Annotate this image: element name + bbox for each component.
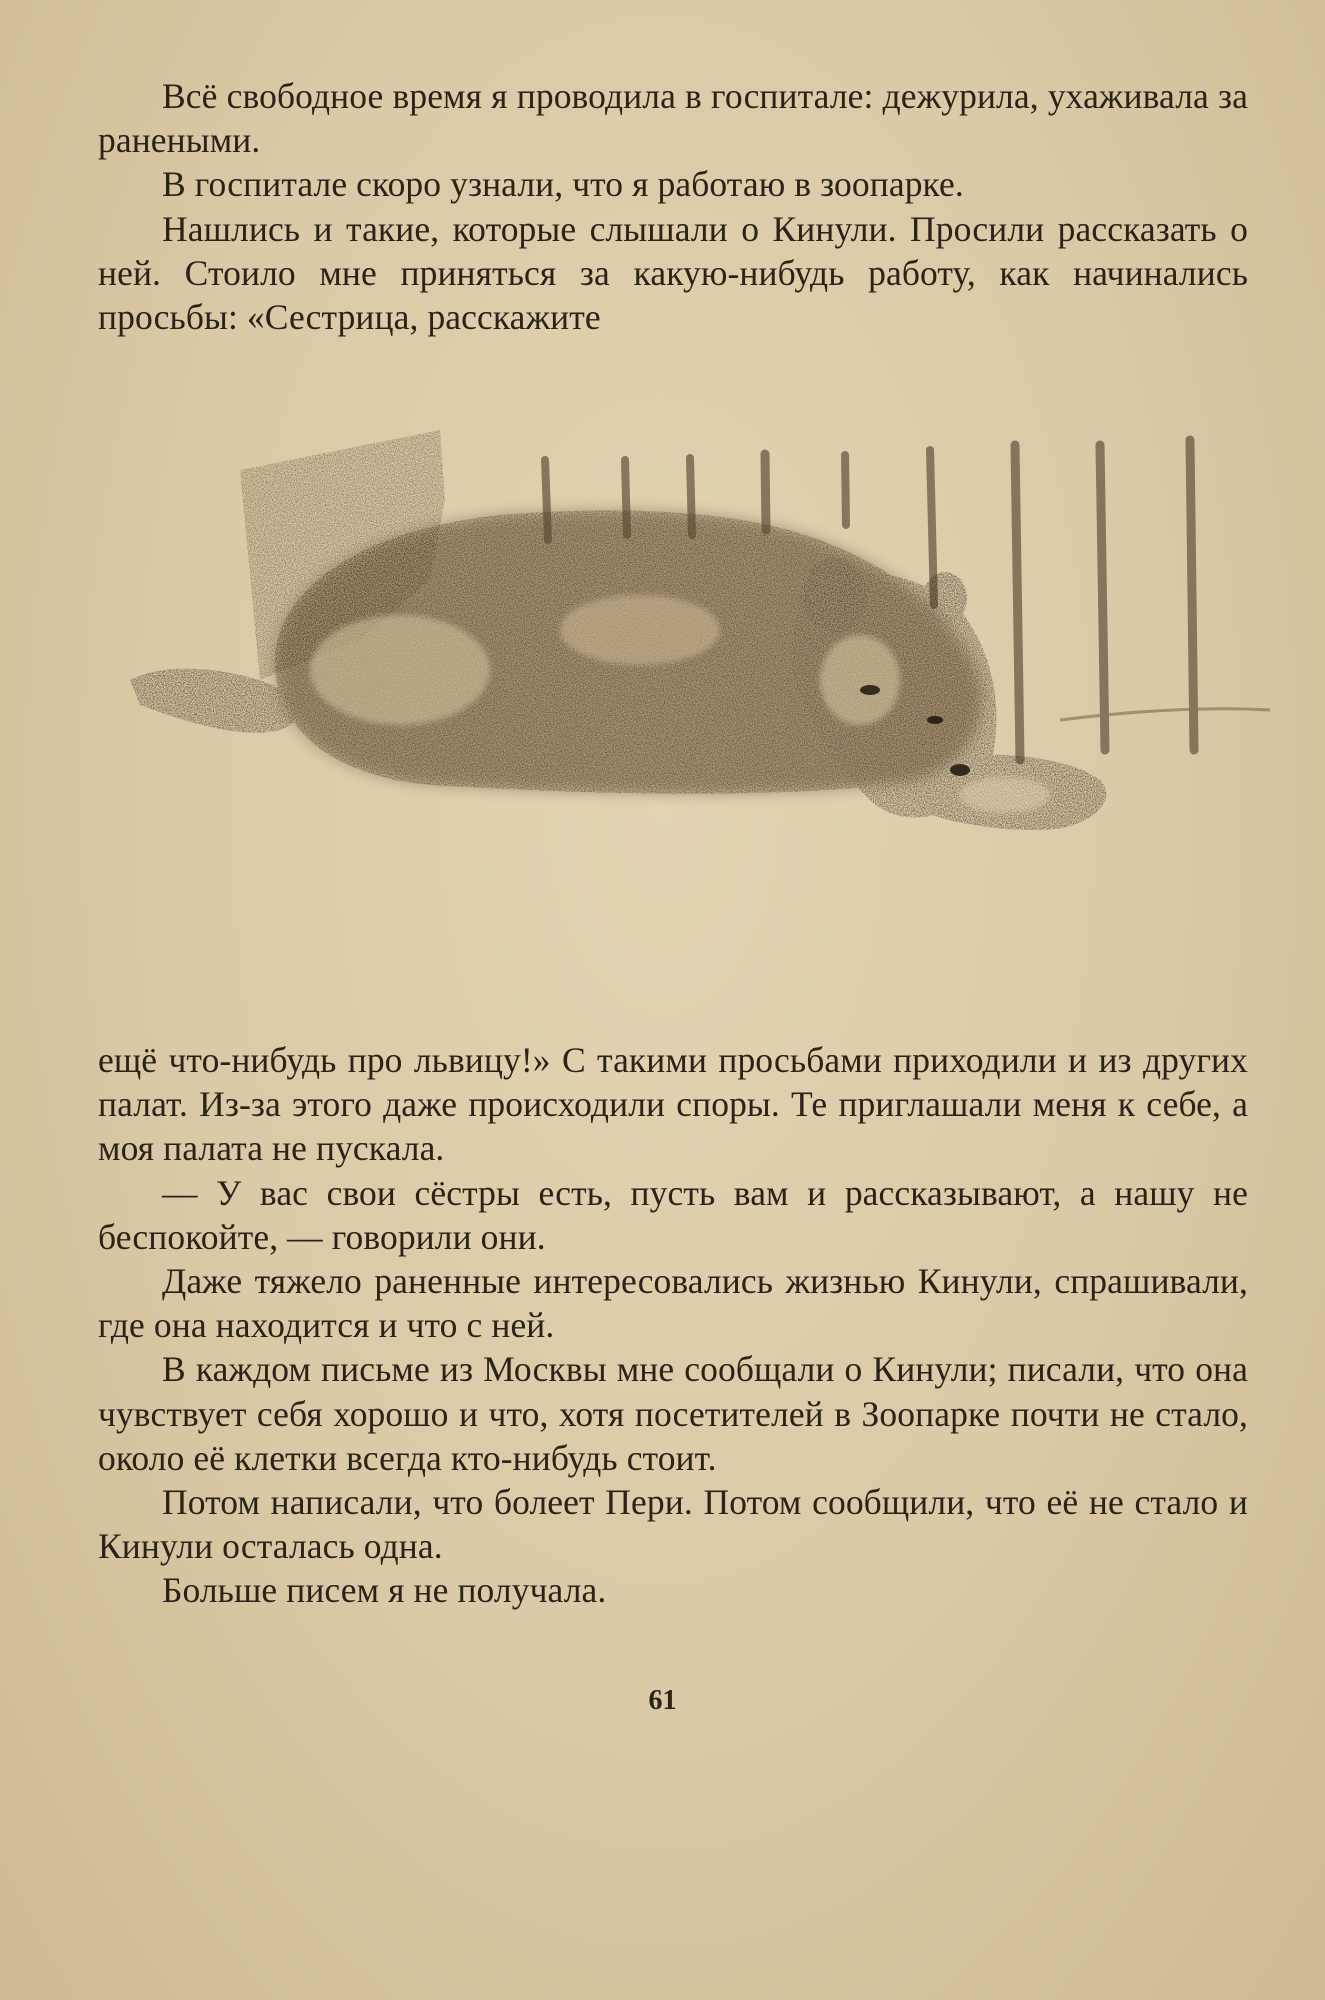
- paragraph: В госпитале скоро узнали, что я работаю в зоопарке.: [162, 164, 964, 205]
- paragraph: Нашлись и такие, которые слышали о Кинули. Просили рассказать о ней. Стоило мне приняться за какую-нибудь работу, как начинались просьбы: «Сестрица, расскажите: [98, 208, 1248, 338]
- floor-line: [1060, 709, 1270, 720]
- paragraph: Больше писем я не получала.: [162, 1570, 607, 1611]
- lioness-illustration: [100, 420, 1290, 920]
- paragraph: Всё свободное время я проводила в госпитале: дежурила, ухаживала за ранеными.: [98, 76, 1248, 161]
- paragraph: Потом написали, что болеет Пери. Потом сообщили, что её не стало и Кинули осталась одна.: [98, 1482, 1248, 1567]
- paragraph: ещё что-нибудь про львицу!» С такими просьбами приходили и из других палат. Из-за этого даже происходили споры. Те приглашали меня к себе, а моя палата не пускала.: [98, 1040, 1248, 1169]
- top-text-block: [98, 74, 1248, 339]
- bottom-text-block: [98, 1038, 1248, 1613]
- paragraph: Даже тяжело раненные интересовались жизнью Кинули, спрашивали, где она находится и что с ней.: [98, 1261, 1248, 1346]
- page-number: 61: [648, 1685, 677, 1716]
- paragraph: В каждом письме из Москвы мне сообщали о Кинули; писали, что она чувствует себя хорошо и что, хотя посетителей в Зоопарке почти не стало, около её клетки всегда кто-нибудь стоит.: [98, 1349, 1248, 1478]
- paragraph: — У вас свои сёстры есть, пусть вам и рассказывают, а нашу не беспокойте, — говорили они.: [98, 1172, 1248, 1257]
